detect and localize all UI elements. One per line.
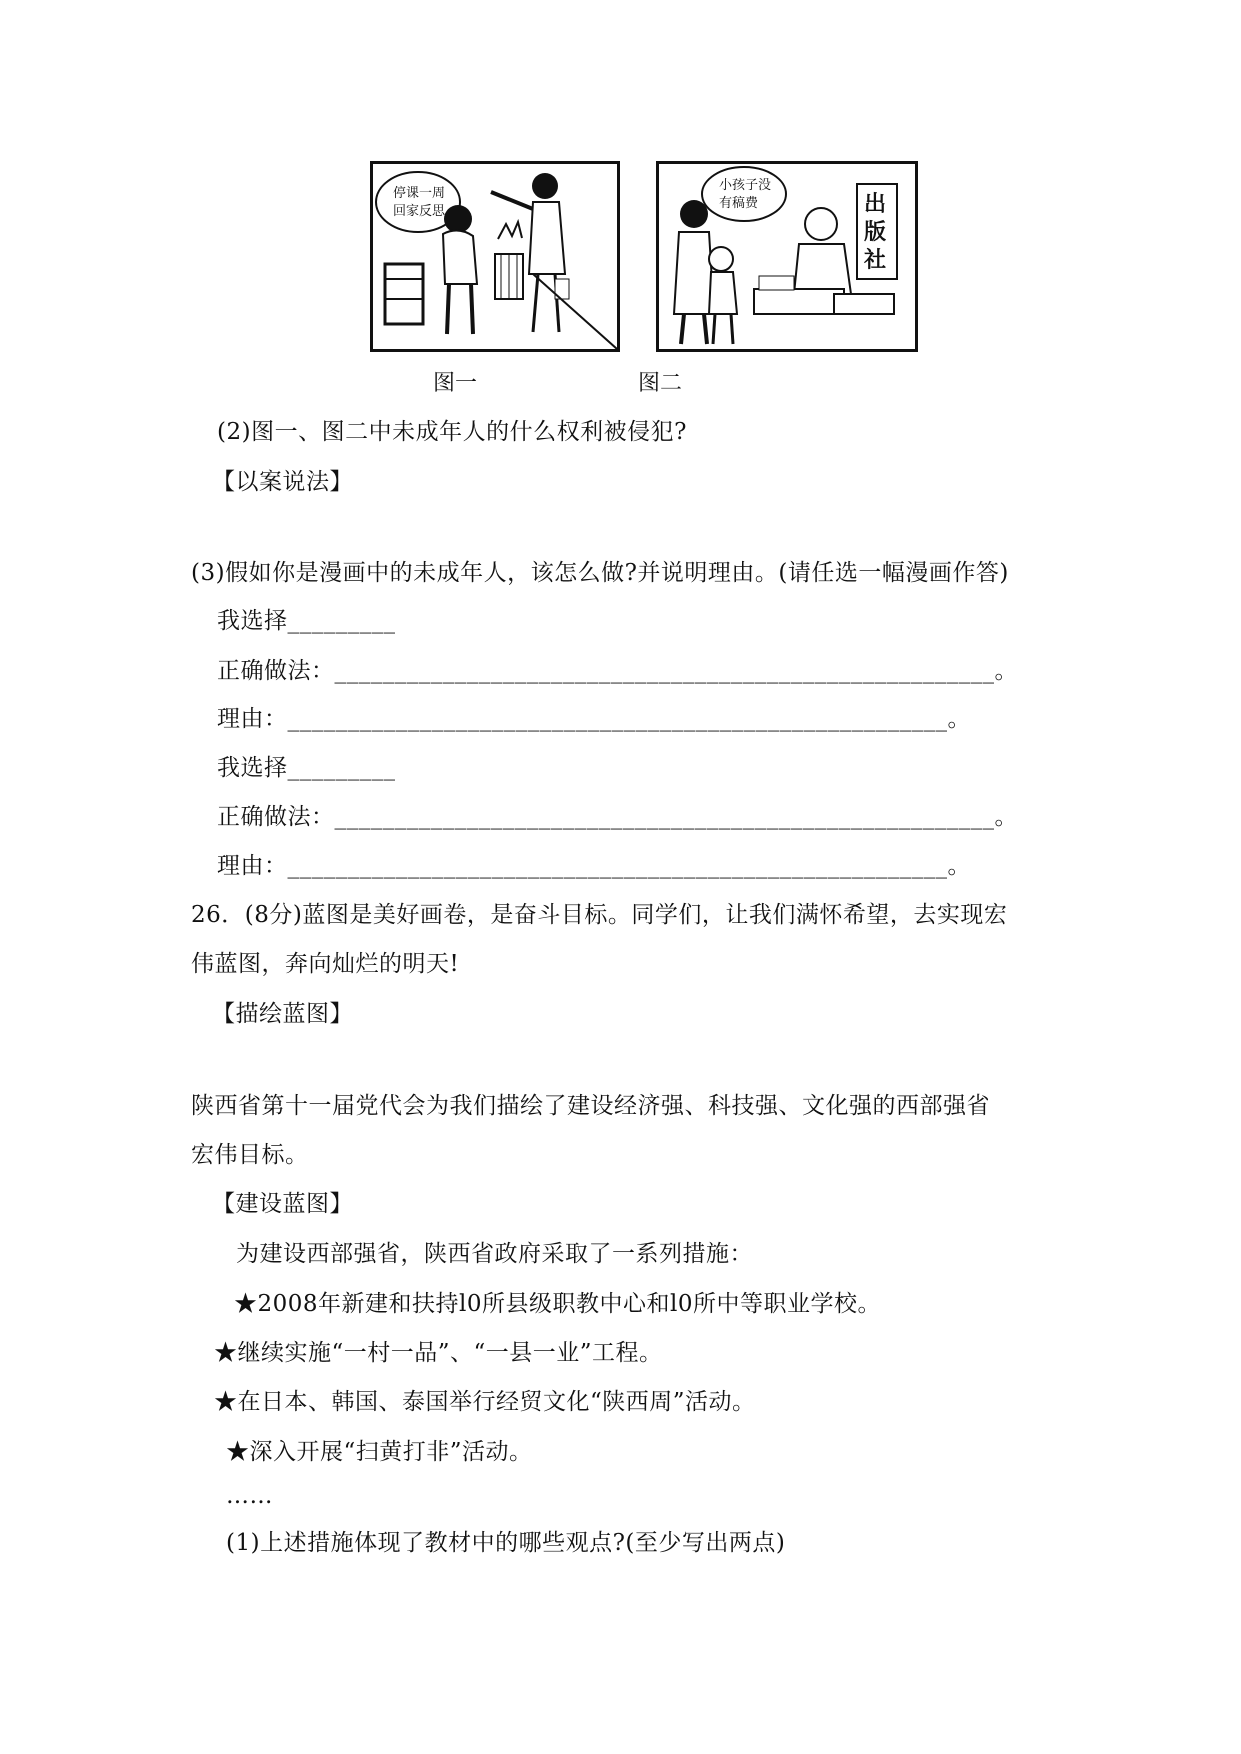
fig1-bubble-line1: 停课一周	[393, 186, 446, 201]
section-heading-build: 【建设蓝图】	[212, 1191, 353, 1217]
measure-item-1: ★2008年新建和扶持l0所县级职教中心和l0所中等职业学校。	[234, 1291, 882, 1317]
answer-choice-2: 我选择_________	[217, 755, 396, 781]
figure-1-caption: 图一	[433, 371, 478, 396]
cartoon-figure-2	[656, 161, 918, 352]
answer-choice-1: 我选择_________	[217, 608, 396, 634]
figure-2-caption: 图二	[638, 371, 683, 396]
ellipsis: ……	[226, 1483, 273, 1509]
measure-item-4: ★深入开展“扫黄打非”活动。	[226, 1439, 533, 1465]
answer-method-2: 正确做法：_______________________________________________________。	[217, 804, 1018, 830]
paragraph-line2: 宏伟目标。	[191, 1142, 309, 1168]
question-2: (2)图一、图二中未成年人的什么权利被侵犯?	[217, 419, 687, 445]
fig2-sign-char1: 出	[864, 192, 887, 217]
question-3: (3)假如你是漫画中的未成年人，该怎么做?并说明理由。(请任选一幅漫画作答)	[191, 560, 1009, 586]
question-26-line2: 伟蓝图，奔向灿烂的明天!	[191, 951, 460, 977]
answer-reason-2: 理由：_______________________________________________________。	[217, 853, 971, 879]
section-heading-case-law: 【以案说法】	[212, 469, 353, 495]
answer-method-1: 正确做法：_______________________________________________________。	[217, 658, 1018, 684]
cartoon-1-illustration	[373, 164, 617, 349]
cartoon-2-illustration	[659, 164, 915, 349]
paragraph-line1: 陕西省第十一届党代会为我们描绘了建设经济强、科技强、文化强的西部强省	[191, 1093, 990, 1119]
answer-reason-1: 理由：_______________________________________________________。	[217, 706, 971, 732]
fig2-bubble-line2: 有稿费	[719, 196, 759, 211]
cartoon-figure-1	[370, 161, 620, 352]
fig2-bubble-line1: 小孩子没	[719, 178, 772, 193]
fig2-sign-char3: 社	[864, 248, 887, 273]
fig2-sign-char2: 版	[864, 220, 887, 245]
question-26-line1: 26．(8分)蓝图是美好画卷，是奋斗目标。同学们，让我们满怀希望，去实现宏	[191, 902, 1008, 928]
measure-item-3: ★在日本、韩国、泰国举行经贸文化“陕西周”活动。	[214, 1389, 756, 1415]
question-1: (1)上述措施体现了教材中的哪些观点?(至少写出两点)	[226, 1530, 786, 1556]
measure-item-2: ★继续实施“一村一品”、“一县一业”工程。	[214, 1340, 663, 1366]
fig1-bubble-line2: 回家反思	[393, 204, 446, 219]
section-heading-blueprint: 【描绘蓝图】	[212, 1001, 353, 1027]
measures-intro: 为建设西部强省，陕西省政府采取了一系列措施：	[236, 1241, 753, 1267]
